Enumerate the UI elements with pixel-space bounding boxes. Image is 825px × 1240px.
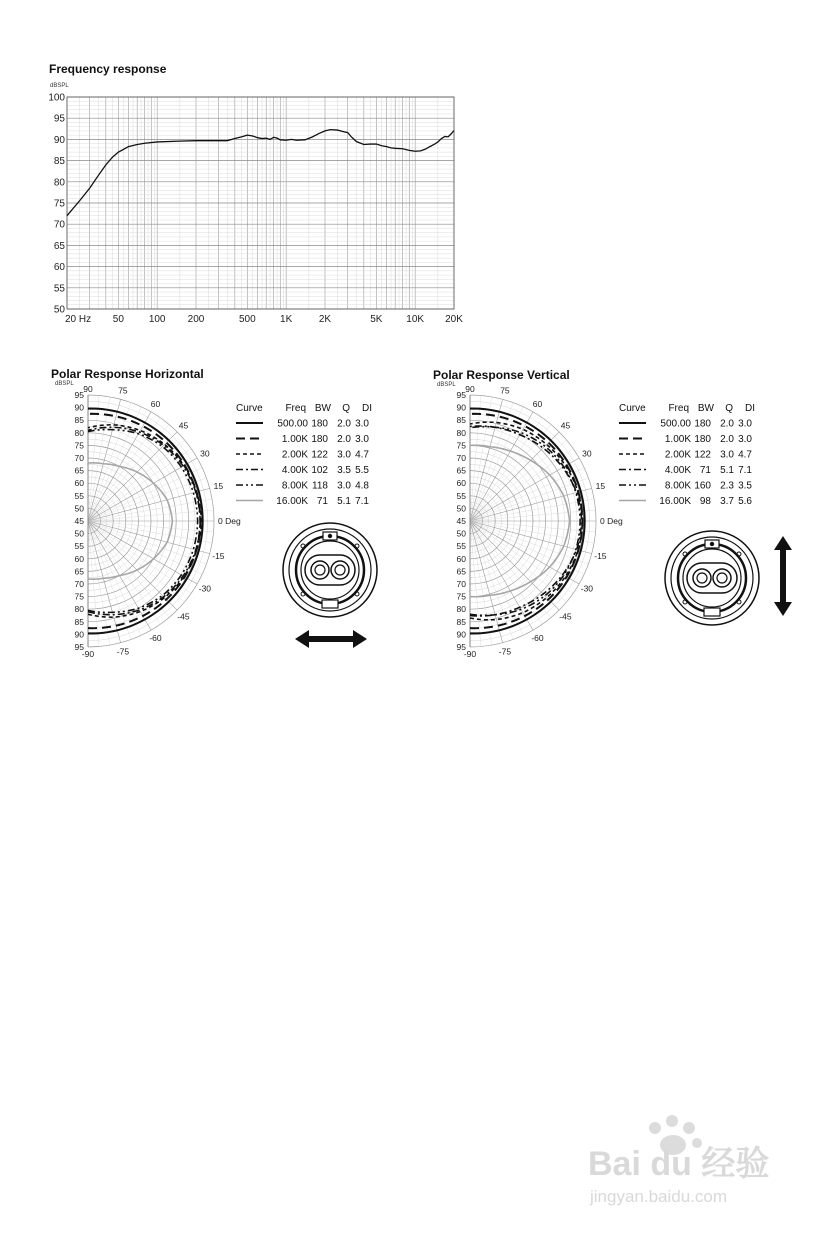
polar-vertical-unit: dBSPL	[437, 382, 456, 388]
polar-radial-label: 70	[456, 579, 466, 589]
polar-angle-label: 75	[500, 385, 510, 396]
polar-angle-label: 45	[560, 420, 571, 431]
legend-value: 3.0	[720, 449, 734, 461]
legend-value: 3.0	[738, 434, 752, 445]
polar-angle-label: -75	[116, 646, 130, 657]
polar-horizontal-unit: dBSPL	[55, 381, 74, 387]
legend-value: 5.5	[355, 465, 369, 476]
polar-radial-label: 90	[456, 629, 466, 640]
polar-radial-label: 85	[74, 415, 84, 426]
legend-value: 1.00K	[281, 434, 308, 445]
legend-value: 4.8	[355, 480, 369, 492]
polar-radial-label: 45	[74, 516, 84, 526]
polar-angle-label: -90	[81, 649, 95, 659]
polar-angle-label: 90	[465, 384, 475, 394]
polar-vertical-title: Polar Response Vertical	[433, 368, 570, 382]
legend-value: 2.0	[720, 418, 734, 430]
legend-value: 3.7	[720, 496, 734, 507]
legend-value: 102	[311, 465, 328, 476]
y-tick-label: 90	[53, 134, 65, 146]
legend-value: 180	[311, 434, 328, 445]
polar-angle-label: -30	[198, 583, 212, 594]
legend-header: Curve	[619, 403, 646, 414]
polar-radial-label: 65	[74, 465, 84, 476]
polar-radial-label: 90	[74, 402, 84, 413]
watermark-url: jingyan.baidu.com	[590, 1187, 728, 1206]
polar-angle-label: 30	[582, 448, 592, 459]
legend-value: 3.0	[355, 418, 369, 430]
x-tick-label: 2K	[318, 314, 332, 325]
legend-value: 3.0	[738, 418, 752, 430]
legend-value: 4.7	[355, 449, 369, 461]
legend-header: Freq	[285, 403, 306, 414]
polar-radial-label: 50	[74, 528, 84, 539]
polar-angle-label: -45	[177, 611, 190, 622]
polar-angle-label: 0 Deg	[600, 516, 623, 526]
legend-value: 3.0	[337, 480, 351, 492]
polar-radial-label: 80	[74, 604, 84, 615]
polar-radial-label: 90	[456, 402, 466, 413]
legend-value: 98	[699, 496, 711, 507]
y-tick-label: 55	[53, 283, 65, 295]
legend-value: 2.0	[720, 434, 734, 445]
y-tick-label: 75	[53, 198, 65, 210]
y-tick-label: 80	[53, 177, 65, 189]
legend-value: 118	[312, 480, 328, 492]
polar-angle-label: -60	[149, 632, 162, 643]
polar-angle-label: -15	[212, 550, 225, 561]
polar-radial-label: 95	[74, 390, 84, 400]
polar-radial-label: 70	[456, 453, 466, 463]
polar-angle-label: 75	[118, 385, 128, 396]
polar-angle-label: 15	[595, 481, 606, 492]
legend-value: 8.00K	[281, 480, 308, 492]
legend-value: 3.0	[355, 434, 369, 445]
polar-radial-label: 70	[74, 453, 84, 463]
polar-radial-label: 85	[456, 415, 466, 426]
legend-header: BW	[314, 403, 331, 414]
polar-radial-label: 45	[456, 516, 466, 526]
polar-radial-label: 55	[456, 541, 466, 552]
polar-radial-label: 75	[74, 591, 84, 602]
y-tick-label: 65	[53, 240, 65, 252]
polar-radial-label: 65	[456, 465, 466, 476]
polar-radial-label: 90	[74, 629, 84, 640]
polar-angle-label: -90	[463, 649, 477, 659]
y-tick-label: 60	[53, 262, 65, 274]
x-tick-label: 1K	[280, 314, 293, 325]
legend-header: DI	[745, 403, 755, 414]
legend-value: 180	[311, 418, 328, 430]
legend-value: 2.0	[337, 418, 351, 430]
legend-value: 4.7	[738, 449, 752, 461]
x-tick-label: 5K	[370, 314, 383, 325]
legend-value: 5.6	[738, 496, 752, 507]
polar-radial-label: 55	[74, 490, 84, 501]
legend-value: 180	[694, 418, 711, 430]
y-tick-label: 85	[53, 156, 65, 168]
legend-header: Curve	[236, 403, 263, 414]
legend-value: 3.0	[337, 449, 351, 461]
polar-angle-label: -60	[531, 632, 544, 643]
x-tick-label: 100	[148, 314, 166, 325]
legend-value: 122	[694, 449, 711, 461]
frequency-response-title: Frequency response	[49, 62, 167, 76]
polar-angle-label: 30	[200, 448, 210, 459]
polar-radial-label: 85	[74, 616, 84, 627]
legend-value: 500.00	[660, 418, 691, 430]
x-tick-label: 50	[112, 314, 124, 325]
polar-radial-label: 60	[456, 478, 466, 489]
polar-angle-label: -75	[498, 646, 512, 657]
legend-value: 160	[694, 480, 711, 492]
legend-value: 1.00K	[664, 434, 691, 445]
polar-radial-label: 80	[456, 427, 466, 438]
polar-radial-label: 75	[456, 440, 466, 451]
polar-radial-label: 55	[74, 541, 84, 552]
legend-value: 16.00K	[659, 496, 691, 507]
x-tick-label: 500	[238, 314, 256, 325]
polar-angle-label: -15	[594, 550, 607, 561]
frequency-unit-label: dBSPL	[50, 83, 69, 89]
legend-value: 71	[316, 496, 328, 507]
legend-value: 2.3	[720, 480, 734, 492]
polar-horizontal-title: Polar Response Horizontal	[51, 367, 204, 381]
legend-header: DI	[362, 403, 372, 414]
legend-value: 3.5	[738, 480, 752, 492]
y-tick-label: 70	[53, 219, 65, 231]
polar-radial-label: 70	[74, 579, 84, 589]
polar-radial-label: 60	[74, 553, 84, 564]
watermark-brand: Bai du 经验	[588, 1145, 770, 1183]
polar-radial-label: 65	[456, 566, 466, 577]
legend-value: 71	[699, 465, 711, 476]
x-tick-label: 20 Hz	[65, 314, 92, 325]
polar-radial-label: 75	[456, 591, 466, 602]
y-tick-label: 50	[53, 304, 65, 316]
y-tick-label: 100	[48, 92, 65, 104]
polar-radial-label: 60	[456, 553, 466, 564]
legend-value: 4.00K	[281, 465, 308, 476]
x-tick-label: 200	[187, 314, 205, 325]
legend-value: 5.1	[720, 465, 734, 476]
polar-radial-label: 85	[456, 616, 466, 627]
polar-angle-label: -45	[559, 611, 572, 622]
polar-radial-label: 50	[456, 528, 466, 539]
legend-header: Q	[342, 403, 350, 414]
polar-radial-label: 95	[74, 642, 84, 652]
polar-radial-label: 50	[456, 503, 466, 514]
legend-value: 2.00K	[664, 449, 691, 461]
polar-radial-label: 95	[456, 642, 466, 652]
legend-value: 16.00K	[276, 496, 308, 507]
polar-radial-label: 50	[74, 503, 84, 514]
legend-value: 7.1	[355, 496, 369, 507]
polar-angle-label: 45	[178, 420, 189, 431]
polar-angle-label: 15	[213, 481, 224, 492]
polar-radial-label: 95	[456, 390, 466, 400]
legend-value: 5.1	[337, 496, 351, 507]
legend-value: 500.00	[277, 418, 308, 430]
polar-radial-label: 60	[74, 478, 84, 489]
legend-header: Q	[725, 403, 733, 414]
y-tick-label: 95	[53, 113, 65, 125]
legend-value: 4.00K	[664, 465, 691, 476]
x-tick-label: 20K	[445, 314, 463, 325]
legend-value: 3.5	[337, 465, 351, 476]
legend-value: 7.1	[738, 465, 752, 476]
polar-angle-label: 60	[150, 399, 161, 410]
polar-angle-label: 90	[83, 384, 93, 394]
legend-value: 8.00K	[664, 480, 691, 492]
polar-angle-label: 60	[532, 399, 543, 410]
polar-radial-label: 80	[74, 427, 84, 438]
legend-value: 2.00K	[281, 449, 308, 461]
legend-value: 2.0	[337, 434, 351, 445]
polar-radial-label: 65	[74, 566, 84, 577]
polar-angle-label: -30	[580, 583, 594, 594]
polar-radial-label: 75	[74, 440, 84, 451]
polar-radial-label: 55	[456, 490, 466, 501]
polar-angle-label: 0 Deg	[218, 516, 241, 526]
legend-header: BW	[697, 403, 714, 414]
legend-value: 122	[311, 449, 328, 461]
polar-radial-label: 80	[456, 604, 466, 615]
x-tick-label: 10K	[406, 314, 425, 325]
legend-value: 180	[694, 434, 711, 445]
legend-header: Freq	[668, 403, 689, 414]
